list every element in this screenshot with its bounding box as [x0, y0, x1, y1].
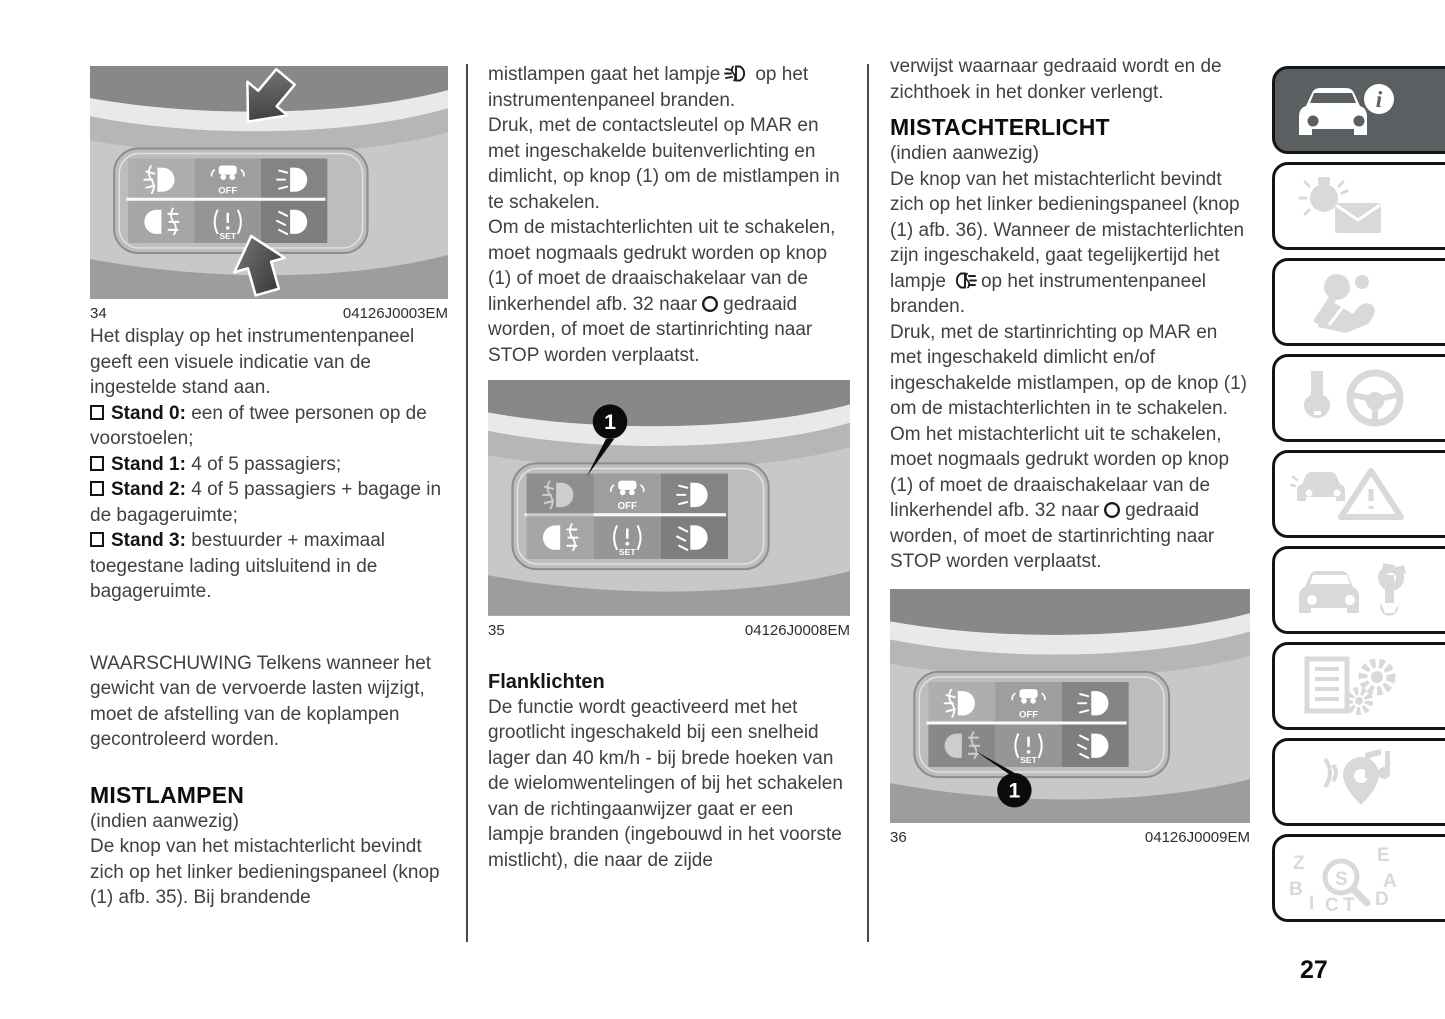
paragraph: Druk, met de startinrichting op MAR en met ingeschakeld dimlicht en/of ingeschakelde mistlampen, op de knop (1) om de mistachterlichten in te schakelen.: [890, 321, 1247, 419]
section-note: (indien aanwezig): [90, 810, 239, 832]
left-column: [90, 66, 448, 911]
figure-caption: [488, 621, 850, 641]
control-panel-illustration: [488, 380, 850, 616]
tab-alphabetical-index[interactable]: [1272, 834, 1445, 922]
spacer: [90, 605, 448, 651]
sub-heading-flanklichten: Flanklichten: [488, 670, 605, 693]
figure-number: 35: [488, 621, 505, 639]
tab-starting-driving[interactable]: [1272, 354, 1445, 442]
square-bullet-icon: [90, 405, 104, 420]
figure-number: 36: [890, 829, 907, 847]
occupant-safety-icon: [1285, 267, 1435, 337]
figure-code: 04126J0003EM: [342, 305, 448, 323]
switch-ring-off-position-icon: [701, 295, 719, 313]
section-heading-mistlampen: MISTLAMPEN: [90, 781, 245, 808]
chapter-tab-rail: [1272, 66, 1445, 930]
tab-servicing-care[interactable]: [1272, 546, 1445, 634]
tab-multimedia[interactable]: [1272, 738, 1445, 826]
paragraph: [890, 167, 1250, 320]
highlighted-front-fog-button: [527, 474, 594, 517]
rear-fog-light-icon: [950, 271, 977, 290]
figure-number: 34: [90, 305, 107, 323]
figure-34: [90, 66, 448, 324]
warning-lights-messages-icon: [1285, 171, 1435, 241]
figure-caption: [90, 304, 448, 324]
stand-item: [90, 452, 448, 478]
index-letter: C: [1325, 895, 1339, 913]
text-segment: gedraaid worden, of moet de startinrichting naar STOP worden verplaatst.: [488, 293, 813, 366]
column-divider: [867, 64, 869, 942]
tab-occupant-safety[interactable]: [1272, 258, 1445, 346]
index-letter: Z: [1293, 853, 1305, 874]
index-letter: D: [1375, 889, 1389, 910]
alphabetical-index-icon: [1285, 843, 1435, 913]
paragraph: Het display op het instrumentenpaneel geeft een visuele indicatie van de ingestelde stand aan.: [90, 326, 415, 399]
stand-label: Stand 3:: [111, 530, 186, 552]
stand-label: Stand 2:: [111, 479, 186, 501]
car-wrench-service-icon: [1285, 555, 1435, 625]
front-fog-light-icon: [724, 64, 751, 83]
stand-item: [90, 401, 448, 452]
index-letter: B: [1289, 879, 1303, 900]
figure-code: 04126J0009EM: [1144, 829, 1250, 847]
control-panel-illustration: [890, 589, 1250, 824]
callout-number: 1: [1008, 778, 1021, 802]
emergency-triangle-icon: [1285, 459, 1435, 529]
paragraph: [488, 215, 850, 368]
tab-vehicle-info[interactable]: [1272, 66, 1445, 154]
switch-ring-off-position-icon: [1103, 501, 1121, 519]
text-segment: op het instrumentenpaneel branden.: [488, 64, 809, 111]
figure-code: 04126J0008EM: [744, 621, 850, 639]
index-letter: S: [1335, 869, 1348, 890]
technical-data-gears-icon: [1285, 651, 1435, 721]
stand-label: Stand 0:: [111, 402, 186, 424]
square-bullet-icon: [90, 456, 104, 471]
section-note: (indien aanwezig): [890, 143, 1039, 164]
stand-text: een of twee personen op de voorstoelen;: [90, 402, 427, 450]
tab-technical-data[interactable]: [1272, 642, 1445, 730]
middle-column: [488, 62, 850, 873]
index-letter: E: [1377, 845, 1390, 866]
warning-paragraph: WAARSCHUWING Telkens wanneer het gewicht van de vervoerde lasten wijzigt, moet de afstelling van de koplampen gecontroleerd worden.: [90, 652, 432, 751]
index-letter: T: [1343, 895, 1355, 913]
figure-36: [890, 589, 1250, 849]
index-letter: A: [1383, 871, 1397, 892]
stand-text: 4 of 5 passagiers + bagage in de bagageruimte;: [90, 479, 442, 526]
text-segment: op het instrumentenpaneel branden.: [890, 270, 1206, 317]
index-letter: I: [1309, 893, 1315, 913]
column-divider: [466, 64, 468, 942]
paragraph: De knop van het mistachterlicht bevindt zich op het linker bedieningspaneel (knop (1) afb. 35). Bij brandende: [90, 836, 440, 909]
paragraph: verwijst waarnaar gedraaid wordt en de zichthoek in het donker verlengt.: [890, 56, 1222, 103]
stand-text: bestuurder + maximaal toegestane lading uitsluitend in de bagageruimte.: [90, 530, 386, 603]
paragraph: De functie wordt geactiveerd met het grootlicht ingeschakeld bij een snelheid lager dan 40 km/h - bij brede hoeken van de wielomwentelingen of bij het schakelen van de richtingaanwijzer gaat er een lampje branden (ingebouwd in het voorste mistlicht), die naar de zijde: [488, 696, 843, 871]
multimedia-navigation-icon: [1285, 747, 1435, 817]
tab-warning-lights-messages[interactable]: [1272, 162, 1445, 250]
section-heading-mistachterlicht: MISTACHTERLICHT: [890, 114, 1110, 140]
stand-label: Stand 1:: [111, 453, 186, 475]
key-steering-wheel-icon: [1285, 363, 1435, 433]
text-segment: gedraaid worden, of moet de startinrichting naar STOP worden verplaatst.: [890, 500, 1215, 572]
control-panel-illustration: [90, 66, 448, 299]
car-info-icon: [1285, 75, 1435, 145]
right-column: [890, 54, 1250, 848]
paragraph: [488, 62, 850, 113]
square-bullet-icon: [90, 481, 104, 496]
square-bullet-icon: [90, 532, 104, 547]
stand-text: 4 of 5 passagiers;: [185, 453, 342, 475]
text-segment: mistlampen gaat het lampje: [488, 64, 721, 85]
text-segment: Om de mistachterlichten uit te schakelen, moet nogmaals gedrukt worden op knop (1) of moet de draaischakelaar van de linkerhendel afb. 32 naar: [488, 217, 836, 315]
highlighted-rear-fog-button: [928, 724, 995, 766]
stand-item: [90, 528, 448, 605]
text-segment: De knop van het mistachterlicht bevindt zich op het linker bedieningspaneel (knop (1) afb. 36). Wanneer de mistachterlichten zijn ingeschakeld, gaat tegelijkertijd het lampje: [890, 168, 1245, 292]
paragraph: Druk, met de contactsleutel op MAR en met ingeschakelde buitenverlichting en dimlicht, op knop (1) om de mistlampen in te schakelen.: [488, 115, 840, 213]
info-letter: i: [1375, 87, 1383, 112]
figure-35: [488, 380, 850, 641]
text-segment: Om het mistachterlicht uit te schakelen, moet nogmaals gedrukt worden op knop (1) of moet de draaischakelaar van de linkerhendel afb. 32 naar: [890, 423, 1230, 521]
page-number: 27: [1300, 956, 1328, 984]
paragraph: [890, 422, 1250, 575]
callout-number: 1: [604, 409, 616, 434]
tab-emergency[interactable]: [1272, 450, 1445, 538]
figure-caption: [890, 828, 1250, 848]
stand-item: [90, 477, 448, 528]
